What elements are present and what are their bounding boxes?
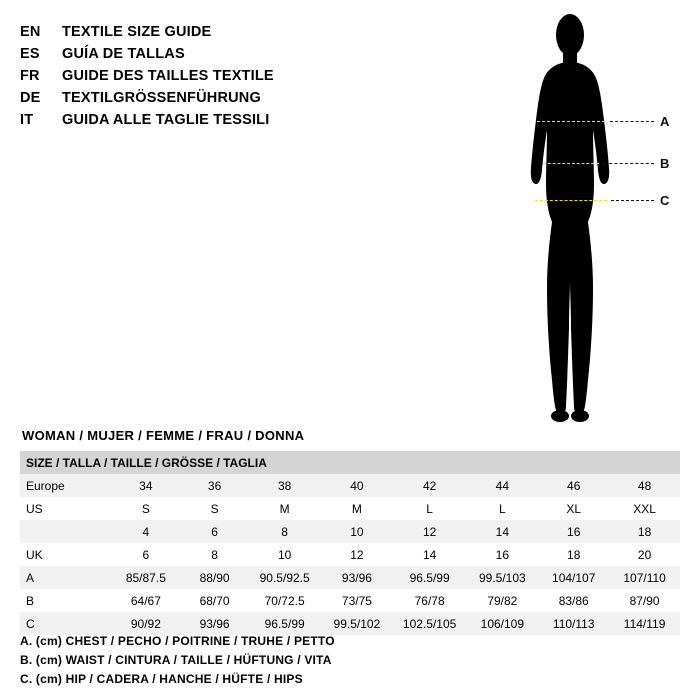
row-label: US [20, 497, 111, 520]
measurement-legend [20, 632, 680, 689]
row-label: UK [20, 543, 111, 566]
table-row [20, 497, 680, 520]
cell: 64/67 [111, 589, 181, 612]
cell: 10 [321, 520, 393, 543]
cell: 73/75 [321, 589, 393, 612]
cell: 40 [321, 474, 393, 497]
cell: 16 [466, 543, 538, 566]
cell: 102.5/105 [393, 612, 467, 635]
cell: 12 [321, 543, 393, 566]
cell: 110/113 [538, 612, 609, 635]
hip-label-c: C [660, 193, 670, 208]
cell: 90.5/92.5 [248, 566, 321, 589]
cell: 18 [609, 520, 680, 543]
cell: L [393, 497, 467, 520]
row-label: B [20, 589, 111, 612]
language-code-de: DE [20, 90, 41, 106]
table-row [20, 589, 680, 612]
language-row [20, 24, 440, 46]
cell: 48 [609, 474, 680, 497]
language-title-en: TEXTILE SIZE GUIDE [62, 24, 212, 40]
female-silhouette-icon [500, 8, 640, 428]
language-title-de: TEXTILGRÖSSENFÜHRUNG [62, 90, 261, 106]
language-code-en: EN [20, 24, 41, 40]
chest-measure-line [537, 121, 605, 122]
cell: M [248, 497, 321, 520]
language-header [20, 24, 440, 134]
cell: 38 [248, 474, 321, 497]
measurement-figure [460, 8, 690, 438]
chest-label-a: A [660, 114, 670, 129]
cell: 68/70 [181, 589, 248, 612]
cell: 34 [111, 474, 181, 497]
row-label: A [20, 566, 111, 589]
hip-measure-line [535, 200, 607, 201]
size-table-section [20, 428, 680, 635]
language-title-it: GUIDA ALLE TAGLIE TESSILI [62, 112, 270, 128]
table-row [20, 543, 680, 566]
language-row [20, 46, 440, 68]
cell: S [181, 497, 248, 520]
hip-lead-line [611, 200, 654, 201]
waist-label-b: B [660, 156, 670, 171]
cell: 96.5/99 [393, 566, 467, 589]
cell: 96.5/99 [248, 612, 321, 635]
cell: L [466, 497, 538, 520]
cell: 18 [538, 543, 609, 566]
cell: 87/90 [609, 589, 680, 612]
cell: 114/119 [609, 612, 680, 635]
cell: S [111, 497, 181, 520]
cell: 8 [248, 520, 321, 543]
language-row [20, 68, 440, 90]
cell: 107/110 [609, 566, 680, 589]
row-label [20, 520, 111, 543]
waist-measure-line [543, 163, 599, 164]
cell: 79/82 [466, 589, 538, 612]
cell: 14 [393, 543, 467, 566]
cell: 46 [538, 474, 609, 497]
table-row [20, 566, 680, 589]
legend-waist: B. (cm) WAIST / CINTURA / TAILLE / HÜFTUNG / VITA [20, 653, 332, 667]
cell: 10 [248, 543, 321, 566]
size-table [20, 451, 680, 635]
cell: 12 [393, 520, 467, 543]
cell: 4 [111, 520, 181, 543]
cell: 99.5/103 [466, 566, 538, 589]
cell: 14 [466, 520, 538, 543]
cell: 99.5/102 [321, 612, 393, 635]
language-code-it: IT [20, 112, 34, 128]
cell: 6 [111, 543, 181, 566]
cell: 104/107 [538, 566, 609, 589]
cell: 70/72.5 [248, 589, 321, 612]
language-code-fr: FR [20, 68, 40, 84]
cell: 6 [181, 520, 248, 543]
table-row [20, 520, 680, 543]
cell: 93/96 [181, 612, 248, 635]
cell: 93/96 [321, 566, 393, 589]
cell: XL [538, 497, 609, 520]
language-title-fr: GUIDE DES TAILLES TEXTILE [62, 68, 274, 84]
cell: 42 [393, 474, 467, 497]
chest-lead-line [610, 121, 654, 122]
language-row [20, 112, 440, 134]
cell: 44 [466, 474, 538, 497]
language-code-es: ES [20, 46, 40, 62]
table-row [20, 474, 680, 497]
table-caption: WOMAN / MUJER / FEMME / FRAU / DONNA [22, 428, 305, 443]
cell: 16 [538, 520, 609, 543]
language-title-es: GUÍA DE TALLAS [62, 46, 185, 62]
cell: 8 [181, 543, 248, 566]
cell: 88/90 [181, 566, 248, 589]
cell: 83/86 [538, 589, 609, 612]
cell: XXL [609, 497, 680, 520]
row-label: Europe [20, 474, 111, 497]
cell: 76/78 [393, 589, 467, 612]
cell: 20 [609, 543, 680, 566]
size-header-cell: SIZE / TALLA / TAILLE / GRÖSSE / TAGLIA [20, 451, 680, 474]
language-row [20, 90, 440, 112]
cell: 90/92 [111, 612, 181, 635]
cell: 36 [181, 474, 248, 497]
table-row [20, 451, 680, 474]
legend-chest: A. (cm) CHEST / PECHO / POITRINE / TRUHE / PETTO [20, 634, 335, 648]
row-label: C [20, 612, 111, 635]
waist-lead-line [604, 163, 654, 164]
cell: 85/87.5 [111, 566, 181, 589]
legend-hip: C. (cm) HIP / CADERA / HANCHE / HÜFTE / HIPS [20, 672, 303, 686]
cell: M [321, 497, 393, 520]
cell: 106/109 [466, 612, 538, 635]
